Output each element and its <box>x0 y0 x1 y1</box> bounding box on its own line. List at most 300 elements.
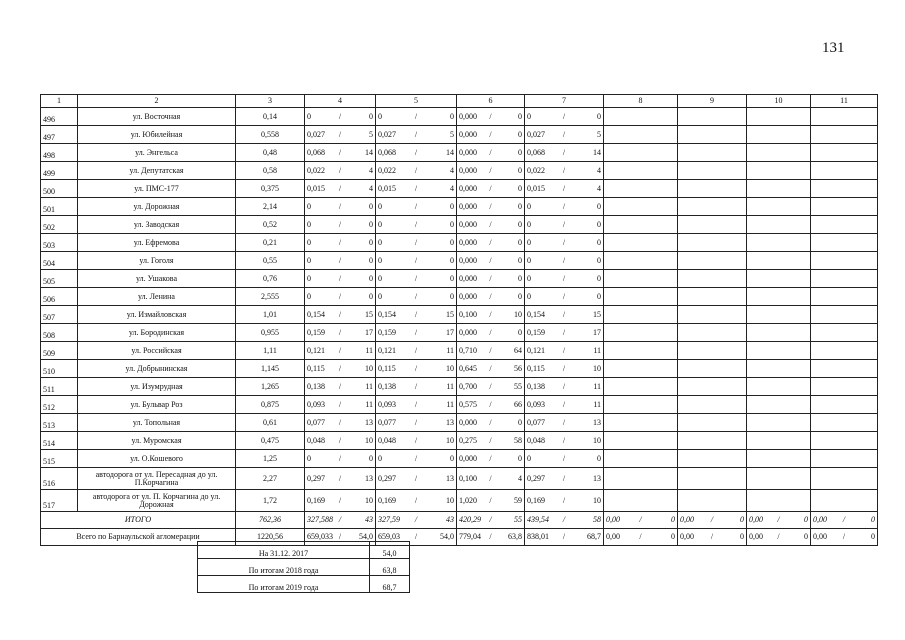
value-percent: 10 <box>365 435 374 445</box>
table-row <box>41 180 878 198</box>
value-percent: 11 <box>446 345 455 355</box>
col-6-value <box>457 342 525 360</box>
col-10-value <box>747 252 811 270</box>
col-6-value <box>457 360 525 378</box>
col-10-value <box>747 324 811 342</box>
value-percent: 55 <box>514 515 523 524</box>
value-km: 0,027 <box>307 129 325 139</box>
value-km: 0,100 <box>459 309 477 319</box>
col-4-value <box>305 234 376 252</box>
value-separator: / <box>562 363 566 373</box>
value-pair <box>307 185 373 193</box>
value-pair <box>307 401 373 409</box>
value-percent: 11 <box>365 399 374 409</box>
value-km: 0,000 <box>459 183 477 193</box>
value-km: 0,100 <box>459 473 477 483</box>
value-km: 0,000 <box>459 111 477 121</box>
value-separator: / <box>489 345 492 355</box>
col-4-value <box>305 126 376 144</box>
street-name: ул. Топольная <box>78 414 236 432</box>
value-percent: 5 <box>597 129 602 139</box>
col-4-value <box>305 324 376 342</box>
value-separator: / <box>562 273 566 283</box>
value-km: 0 <box>307 219 311 229</box>
value-pair <box>459 419 522 427</box>
col-5-value <box>376 108 457 126</box>
value-km: 1,020 <box>459 495 477 505</box>
col-10-value <box>747 360 811 378</box>
value-pair <box>307 257 373 265</box>
value-percent: 4 <box>450 183 455 193</box>
value-separator: / <box>338 515 342 524</box>
col-10-value <box>747 216 811 234</box>
value-separator: / <box>489 219 492 229</box>
col-10-value <box>747 198 811 216</box>
value-km: 0 <box>378 237 382 247</box>
value-pair <box>378 131 454 139</box>
value-km: 0,000 <box>459 453 477 463</box>
value-separator: / <box>842 532 846 541</box>
row-number: 510 <box>41 360 78 378</box>
street-name: ул. Бородинская <box>78 324 236 342</box>
value-separator: / <box>710 532 714 541</box>
value-separator: / <box>489 435 492 445</box>
value-km: 0 <box>307 291 311 301</box>
value-percent: 0 <box>369 273 374 283</box>
length-km: 1,265 <box>236 378 305 396</box>
row-number: 499 <box>41 162 78 180</box>
value-separator: / <box>338 363 342 373</box>
column-number: 7 <box>525 95 604 108</box>
value-separator: / <box>562 291 566 301</box>
value-separator: / <box>338 309 342 319</box>
value-percent: 13 <box>446 473 455 483</box>
value-km: 0,154 <box>527 309 545 319</box>
street-name: ул. Ефремова <box>78 234 236 252</box>
value-km: 0,022 <box>307 165 325 175</box>
col-9-value <box>678 270 747 288</box>
value-km: 327,59 <box>378 515 400 524</box>
length-km: 762,36 <box>236 512 305 529</box>
value-percent: 63,8 <box>508 532 523 541</box>
street-name: ул. Изумрудная <box>78 378 236 396</box>
value-pair <box>459 347 522 355</box>
value-km: 0,077 <box>527 417 545 427</box>
value-separator: / <box>414 399 418 409</box>
value-percent: 4 <box>518 473 523 483</box>
value-separator: / <box>414 495 418 505</box>
value-percent: 4 <box>369 165 374 175</box>
value-percent: 0 <box>597 219 602 229</box>
value-km: 0 <box>378 291 382 301</box>
value-percent: 4 <box>597 165 602 175</box>
value-separator: / <box>562 237 566 247</box>
summary-value: 63,8 <box>370 559 410 576</box>
value-percent: 13 <box>593 417 602 427</box>
column-number: 11 <box>811 95 878 108</box>
value-separator: / <box>414 219 418 229</box>
column-number: 10 <box>747 95 811 108</box>
col-5-value <box>376 198 457 216</box>
value-km: 0,297 <box>378 473 396 483</box>
value-separator: / <box>562 165 566 175</box>
col-4-value <box>305 162 376 180</box>
value-pair <box>527 239 601 247</box>
col-6-value <box>457 432 525 450</box>
value-km: 0 <box>378 453 382 463</box>
value-percent: 13 <box>365 473 374 483</box>
value-percent: 11 <box>365 345 374 355</box>
value-pair <box>527 275 601 283</box>
col-9-value <box>678 342 747 360</box>
col-11-value <box>811 414 878 432</box>
value-separator: / <box>639 515 642 524</box>
col-10-value <box>747 396 811 414</box>
value-pair <box>527 419 601 427</box>
value-separator: / <box>414 165 418 175</box>
value-percent: 0 <box>369 453 374 463</box>
value-pair <box>378 365 454 373</box>
col-10-value <box>747 432 811 450</box>
table-row <box>41 162 878 180</box>
value-pair <box>527 185 601 193</box>
value-pair <box>459 437 522 445</box>
value-km: 0,000 <box>459 327 477 337</box>
value-separator: / <box>489 183 492 193</box>
value-separator: / <box>489 532 492 541</box>
value-separator: / <box>489 381 492 391</box>
value-percent: 0 <box>671 532 676 541</box>
value-pair <box>307 113 373 121</box>
value-pair <box>378 203 454 211</box>
col-9-value <box>678 468 747 490</box>
value-separator: / <box>842 515 846 524</box>
col-11-value <box>811 162 878 180</box>
value-separator: / <box>338 453 342 463</box>
value-separator: / <box>489 255 492 265</box>
value-pair <box>680 516 744 524</box>
col-10-value <box>747 414 811 432</box>
row-number: 512 <box>41 396 78 414</box>
value-km: 0,077 <box>307 417 325 427</box>
value-percent: 11 <box>365 381 374 391</box>
value-km: 0,154 <box>307 309 325 319</box>
col-9-value <box>678 432 747 450</box>
value-percent: 0 <box>518 201 523 211</box>
value-separator: / <box>338 111 342 121</box>
value-km: 0 <box>527 237 531 247</box>
value-separator: / <box>338 327 342 337</box>
value-km: 0,077 <box>378 417 396 427</box>
length-km: 0,52 <box>236 216 305 234</box>
value-km: 0 <box>527 453 531 463</box>
value-separator: / <box>414 327 418 337</box>
value-km: 0 <box>378 201 382 211</box>
col-11-value <box>811 144 878 162</box>
value-percent: 0 <box>804 515 809 524</box>
value-km: 659,033 <box>307 532 333 541</box>
value-percent: 10 <box>593 495 602 505</box>
summary-row <box>198 576 410 593</box>
value-pair <box>459 475 522 483</box>
value-pair <box>378 311 454 319</box>
value-km: 0,710 <box>459 345 477 355</box>
value-pair <box>378 167 454 175</box>
col-4-value <box>305 360 376 378</box>
value-km: 0,138 <box>527 381 545 391</box>
value-pair <box>307 293 373 301</box>
value-pair <box>527 383 601 391</box>
col-10-value <box>747 126 811 144</box>
length-km: 0,955 <box>236 324 305 342</box>
value-pair <box>307 497 373 505</box>
col-7-value <box>525 162 604 180</box>
col-8-value <box>604 234 678 252</box>
value-separator: / <box>338 129 342 139</box>
street-name: ул. О.Кошевого <box>78 450 236 468</box>
value-separator: / <box>338 237 342 247</box>
value-pair <box>378 185 454 193</box>
length-km: 0,58 <box>236 162 305 180</box>
value-pair <box>606 516 675 524</box>
value-percent: 68,7 <box>587 532 602 541</box>
value-percent: 5 <box>369 129 374 139</box>
col-4-value <box>305 144 376 162</box>
value-percent: 0 <box>740 532 745 541</box>
col-6-value <box>457 108 525 126</box>
value-km: 0,297 <box>307 473 325 483</box>
value-percent: 0 <box>518 147 523 157</box>
value-pair <box>307 383 373 391</box>
value-percent: 0 <box>671 515 676 524</box>
length-km: 1,01 <box>236 306 305 324</box>
street-name: автодорога от ул. П. Корчагина до ул. Дорожная <box>78 490 236 512</box>
value-km: 0,068 <box>307 147 325 157</box>
col-4-value <box>305 198 376 216</box>
street-name: ул. Ушакова <box>78 270 236 288</box>
col-4-value <box>305 450 376 468</box>
value-separator: / <box>562 381 566 391</box>
column-number: 3 <box>236 95 305 108</box>
value-pair <box>378 239 454 247</box>
length-km: 0,48 <box>236 144 305 162</box>
col-7-value <box>525 108 604 126</box>
value-percent: 0 <box>871 532 876 541</box>
value-separator: / <box>489 237 492 247</box>
value-percent: 64 <box>514 345 523 355</box>
col-8-value <box>604 306 678 324</box>
value-km: 0,115 <box>378 363 396 373</box>
row-number: 503 <box>41 234 78 252</box>
value-percent: 0 <box>597 201 602 211</box>
col-9-value <box>678 162 747 180</box>
col-8-value <box>604 490 678 512</box>
value-km: 0,121 <box>307 345 325 355</box>
column-number: 8 <box>604 95 678 108</box>
value-separator: / <box>562 219 566 229</box>
col-7-value <box>525 252 604 270</box>
value-separator: / <box>338 532 342 541</box>
value-km: 0,00 <box>749 532 763 541</box>
column-number: 4 <box>305 95 376 108</box>
value-percent: 0 <box>450 291 455 301</box>
value-pair <box>459 516 522 524</box>
value-percent: 0 <box>518 111 523 121</box>
col-9-value <box>678 252 747 270</box>
value-pair <box>527 516 601 524</box>
value-separator: / <box>414 363 418 373</box>
value-km: 0,022 <box>527 165 545 175</box>
col-8-value <box>604 252 678 270</box>
col-7-value <box>525 324 604 342</box>
col-5-value <box>376 342 457 360</box>
value-pair <box>459 149 522 157</box>
value-percent: 0 <box>450 237 455 247</box>
col-6-value <box>457 198 525 216</box>
col-5-value <box>376 162 457 180</box>
value-pair <box>378 533 454 541</box>
col-8-value <box>604 216 678 234</box>
col-8-value <box>604 342 678 360</box>
col-5-value <box>376 306 457 324</box>
table-row <box>41 490 878 512</box>
col-7-value <box>525 216 604 234</box>
row-number: 497 <box>41 126 78 144</box>
value-percent: 0 <box>518 291 523 301</box>
table-row <box>41 234 878 252</box>
col-6-value <box>457 396 525 414</box>
value-percent: 0 <box>369 291 374 301</box>
value-pair <box>527 533 601 541</box>
value-percent: 10 <box>514 309 523 319</box>
col-6-value <box>457 144 525 162</box>
col-6-value <box>457 450 525 468</box>
col-9-value <box>678 396 747 414</box>
value-separator: / <box>414 473 418 483</box>
value-pair <box>527 203 601 211</box>
value-separator: / <box>338 147 342 157</box>
col-4-value <box>305 252 376 270</box>
page-number: 131 <box>822 40 845 56</box>
col-8-value <box>604 512 678 529</box>
value-percent: 0 <box>871 515 876 524</box>
col-11-value <box>811 306 878 324</box>
col-11-value <box>811 324 878 342</box>
value-percent: 4 <box>450 165 455 175</box>
value-percent: 0 <box>518 165 523 175</box>
column-number-row <box>41 95 878 108</box>
value-separator: / <box>562 129 566 139</box>
col-9-value <box>678 378 747 396</box>
value-pair <box>378 475 454 483</box>
col-7-value <box>525 126 604 144</box>
col-9-value <box>678 360 747 378</box>
col-9-value <box>678 126 747 144</box>
row-number: 508 <box>41 324 78 342</box>
value-pair <box>527 149 601 157</box>
value-pair <box>307 347 373 355</box>
col-9-value <box>678 306 747 324</box>
value-km: 0,121 <box>527 345 545 355</box>
value-percent: 0 <box>518 219 523 229</box>
value-percent: 0 <box>450 201 455 211</box>
value-pair <box>680 533 744 541</box>
value-km: 838,01 <box>527 532 549 541</box>
column-number: 9 <box>678 95 747 108</box>
value-separator: / <box>338 183 342 193</box>
value-pair <box>527 437 601 445</box>
col-4-value <box>305 288 376 306</box>
value-percent: 14 <box>593 147 602 157</box>
value-percent: 0 <box>597 273 602 283</box>
value-separator: / <box>777 532 780 541</box>
col-10-value <box>747 270 811 288</box>
col-4-value <box>305 108 376 126</box>
value-km: 420,29 <box>459 515 481 524</box>
value-percent: 0 <box>518 129 523 139</box>
col-4-value <box>305 342 376 360</box>
value-pair <box>527 167 601 175</box>
column-number: 2 <box>78 95 236 108</box>
value-separator: / <box>338 473 342 483</box>
col-11-value <box>811 432 878 450</box>
table-row <box>41 360 878 378</box>
value-separator: / <box>562 147 566 157</box>
value-km: 0 <box>527 291 531 301</box>
value-pair <box>459 113 522 121</box>
value-percent: 55 <box>514 381 523 391</box>
value-percent: 59 <box>514 495 523 505</box>
table-row <box>41 432 878 450</box>
col-6-value <box>457 306 525 324</box>
value-pair <box>606 533 675 541</box>
value-pair <box>459 275 522 283</box>
value-pair <box>378 275 454 283</box>
value-percent: 0 <box>369 201 374 211</box>
value-percent: 10 <box>446 363 455 373</box>
col-9-value <box>678 198 747 216</box>
value-pair <box>527 401 601 409</box>
col-5-value <box>376 270 457 288</box>
col-4-value <box>305 378 376 396</box>
value-percent: 0 <box>518 255 523 265</box>
row-label: ИТОГО <box>41 512 236 529</box>
value-separator: / <box>414 237 418 247</box>
value-percent: 11 <box>593 399 602 409</box>
value-separator: / <box>489 327 492 337</box>
length-km: 1220,56 <box>236 529 305 546</box>
value-km: 0 <box>527 201 531 211</box>
col-6-value <box>457 414 525 432</box>
value-km: 0 <box>378 219 382 229</box>
value-km: 0,115 <box>307 363 325 373</box>
col-7-value <box>525 414 604 432</box>
summary-value: 54,0 <box>370 542 410 559</box>
col-6-value <box>457 234 525 252</box>
value-pair <box>378 293 454 301</box>
col-7-value <box>525 490 604 512</box>
street-name: ул. Добрынинская <box>78 360 236 378</box>
value-separator: / <box>562 515 566 524</box>
summary-value: 68,7 <box>370 576 410 593</box>
col-11-value <box>811 468 878 490</box>
value-separator: / <box>489 515 492 524</box>
value-km: 0,027 <box>527 129 545 139</box>
value-percent: 17 <box>593 327 602 337</box>
col-7-value <box>525 306 604 324</box>
value-km: 0,169 <box>378 495 396 505</box>
length-km: 0,558 <box>236 126 305 144</box>
